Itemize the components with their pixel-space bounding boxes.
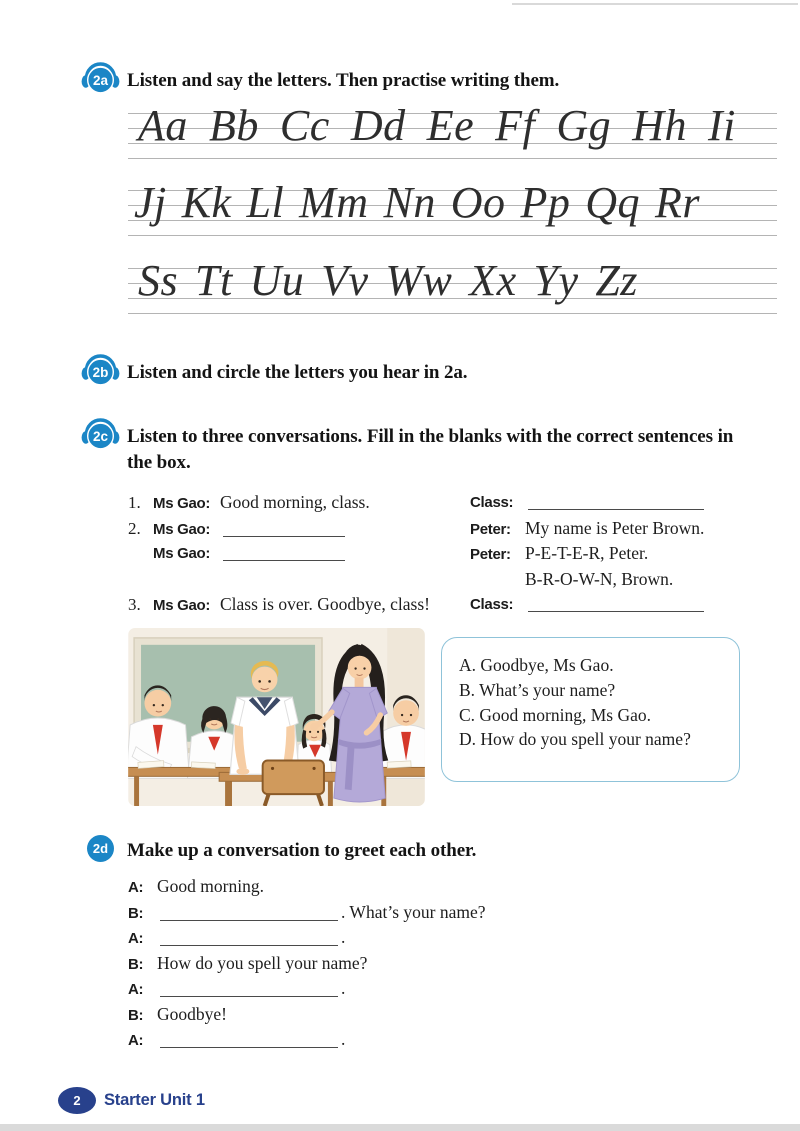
letter-pair-Ee: Ee: [426, 101, 475, 150]
sentence-option: D. How do you spell your name?: [459, 729, 691, 750]
dialogue-line: [470, 541, 707, 567]
scan-edge-top: [512, 3, 798, 5]
letter-pair-Mm: Mm: [299, 178, 369, 227]
speaker-label: A:: [128, 930, 144, 947]
conversation-left-column: [128, 490, 430, 618]
alphabet-row-2: [134, 178, 700, 227]
letter-pair-Aa: Aa: [138, 101, 188, 150]
section-2a-audio-badge: [80, 60, 121, 97]
letter-pair-Pp: Pp: [520, 178, 571, 227]
section-2b-title: Listen and circle the letters you hear in 2a.: [127, 362, 468, 383]
speaker-label: Ms Gao:: [153, 545, 211, 562]
sentence-option: B. What’s your name?: [459, 679, 616, 700]
dialogue-text: Good morning.: [157, 876, 264, 896]
unit-label: Starter Unit 1: [104, 1091, 205, 1109]
classroom-illustration: [128, 628, 425, 806]
item-number: 1.: [128, 493, 141, 512]
sentence-option: A. Goodbye, Ms Gao.: [459, 655, 614, 675]
dialogue-line: [128, 541, 430, 567]
guide-line: [128, 313, 777, 314]
speaker-label: Class:: [470, 494, 514, 511]
letter-pair-Ll: Ll: [246, 178, 285, 227]
letter-pair-Tt: Tt: [194, 256, 233, 305]
dialogue-text: P-E-T-E-R, Peter.: [525, 543, 649, 563]
dialogue-line: [128, 976, 486, 1002]
speaker-label: B:: [128, 955, 144, 973]
scan-edge-bottom: [0, 1124, 800, 1131]
dialogue-line: [128, 567, 430, 593]
dialogue-text: My name is Peter Brown.: [525, 517, 705, 538]
dialogue-line: [128, 951, 486, 977]
dialogue-tail: .: [341, 927, 346, 947]
letter-pair-Oo: Oo: [450, 178, 506, 227]
speaker-label: A:: [128, 981, 144, 998]
letter-pair-Jj: Jj: [134, 178, 167, 227]
dialogue-line: [470, 490, 707, 516]
letter-pair-Ww: Ww: [385, 256, 453, 305]
letter-pair-Dd: Dd: [350, 101, 406, 150]
guide-line: [128, 158, 777, 159]
dialogue-line: [128, 516, 430, 542]
letter-pair-Ii: Ii: [708, 101, 736, 150]
dialogue-line: [470, 567, 707, 593]
dialogue-text: Good morning, class.: [220, 492, 370, 512]
letter-pair-Qq: Qq: [585, 178, 641, 227]
dialogue-text: How do you spell your name?: [157, 952, 368, 973]
letter-pair-Bb: Bb: [208, 101, 259, 150]
dialogue-line: [470, 516, 707, 542]
speaker-label: A:: [128, 879, 144, 896]
letter-pair-Nn: Nn: [383, 178, 436, 227]
letter-pair-Xx: Xx: [469, 256, 517, 305]
dialogue-line: [128, 1027, 486, 1053]
item-number: 3.: [128, 595, 141, 614]
item-number: 2.: [128, 518, 141, 538]
conversation-right-column: [470, 490, 707, 618]
speaker-label: Ms Gao:: [153, 597, 211, 614]
letter-pair-Ff: Ff: [495, 101, 536, 150]
fill-in-blank: [223, 546, 345, 561]
badge-label: 2b: [92, 365, 109, 380]
dialogue-line: [128, 874, 486, 900]
section-2a-title: Listen and say the letters. Then practise writing them.: [127, 70, 560, 91]
speaker-label: B:: [128, 1006, 144, 1024]
dialogue-tail: . What’s your name?: [341, 901, 486, 922]
fill-in-blank: [528, 495, 704, 510]
dialogue-text: Goodbye!: [157, 1003, 227, 1024]
dialogue-line: [128, 925, 486, 951]
letter-pair-Hh: Hh: [632, 101, 687, 150]
fill-in-blank: [528, 597, 704, 612]
letter-pair-Vv: Vv: [321, 256, 369, 305]
section-2d-badge: 2d: [87, 835, 114, 862]
guide-line: [128, 235, 777, 236]
dialogue-line: [128, 592, 430, 618]
dialogue-tail: .: [341, 978, 346, 998]
dialogue-text: Class is over. Goodbye, class!: [220, 594, 430, 614]
dialogue-tail: .: [341, 1029, 346, 1049]
alphabet-row-1: [138, 101, 736, 150]
alphabet-row-3: [138, 256, 638, 305]
speaker-label: Peter:: [470, 546, 511, 563]
section-2c-title: Listen to three conversations. Fill in the blanks with the correct sentences in the box.: [127, 426, 734, 473]
fill-in-blank: [223, 522, 345, 537]
fill-in-blank: [160, 1033, 338, 1048]
sentence-option: C. Good morning, Ms Gao.: [459, 704, 652, 725]
badge-label: 2a: [92, 73, 109, 88]
dialogue-text: B-R-O-W-N, Brown.: [525, 568, 674, 589]
section-2d-title: Make up a conversation to greet each other.: [127, 840, 477, 861]
letter-pair-Gg: Gg: [556, 101, 612, 150]
dialogue-line: [128, 900, 486, 926]
speaker-label: B:: [128, 904, 144, 922]
letter-pair-Kk: Kk: [181, 178, 232, 227]
speaker-label: Peter:: [470, 520, 511, 538]
dialogue-line: [128, 490, 430, 516]
letter-pair-Ss: Ss: [138, 256, 179, 305]
letter-pair-Yy: Yy: [533, 256, 579, 305]
badge-label: 2c: [92, 429, 109, 444]
speaker-label: Ms Gao:: [153, 520, 211, 538]
dialogue-line: [470, 592, 707, 618]
speaker-label: A:: [128, 1032, 144, 1049]
conversation-2d: [128, 874, 486, 1053]
fill-in-blank: [160, 906, 338, 921]
fill-in-blank: [160, 931, 338, 946]
letter-pair-Zz: Zz: [595, 256, 638, 305]
speaker-label: Class:: [470, 596, 514, 613]
letter-pair-Rr: Rr: [654, 178, 700, 227]
letter-pair-Uu: Uu: [249, 256, 305, 305]
section-2b-audio-badge: [80, 352, 121, 389]
letter-pair-Cc: Cc: [279, 101, 330, 150]
fill-in-blank: [160, 982, 338, 997]
section-2c-audio-badge: [80, 416, 121, 453]
speaker-label: Ms Gao:: [153, 495, 211, 512]
dialogue-line: [128, 1002, 486, 1028]
sentence-options-box: [441, 637, 740, 782]
page-number-badge: 2: [58, 1087, 96, 1114]
